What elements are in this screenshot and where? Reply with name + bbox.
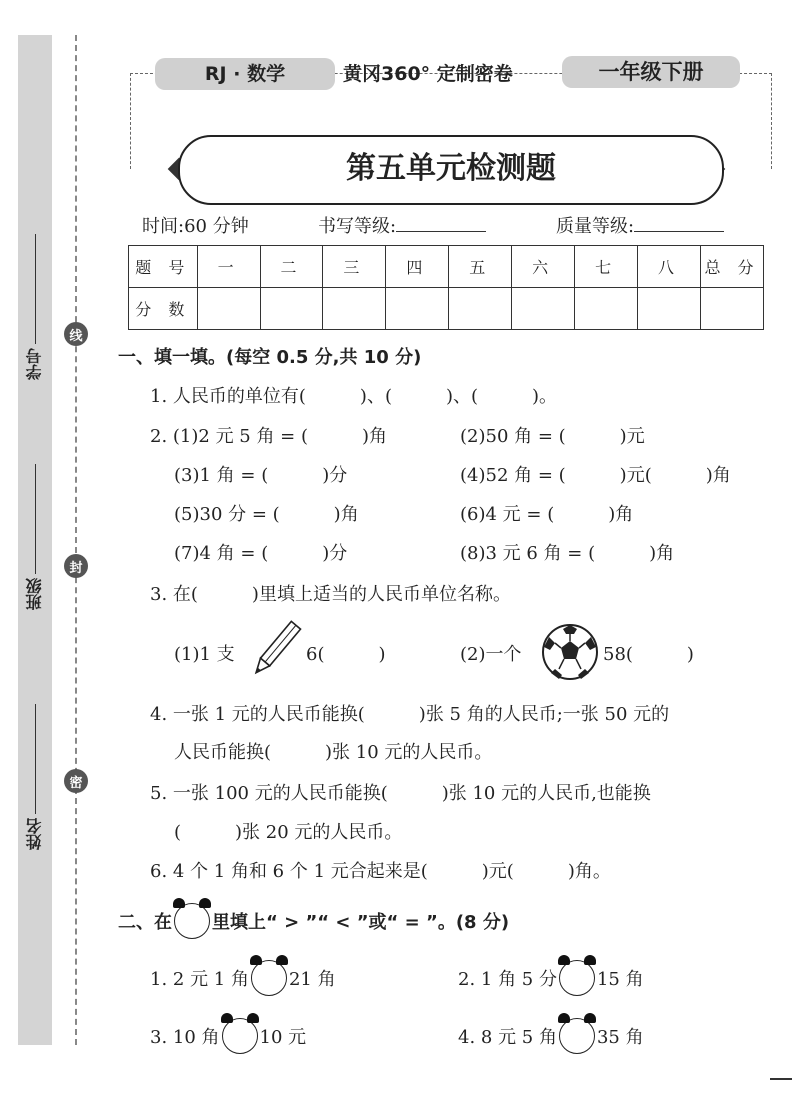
time-info: 时间:60 分钟 xyxy=(142,216,249,237)
score-table xyxy=(128,245,764,330)
q4-line1: 4. 一张 1 元的人民币能换( )张 5 角的人民币;一张 50 元的 xyxy=(150,704,670,725)
answer-circle[interactable] xyxy=(222,1018,258,1054)
table-header-cell: 四 xyxy=(386,246,449,288)
quality-grade-field[interactable] xyxy=(556,212,724,238)
section2-title-suffix: 里填上“ > ”“ < ”或“ = ”。(8 分) xyxy=(212,912,510,933)
q3: 3. 在( )里填上适当的人民币单位名称。 xyxy=(150,584,511,605)
table-row-label: 分 数 xyxy=(129,288,198,330)
compare-item xyxy=(150,960,336,996)
answer-circle[interactable] xyxy=(559,960,595,996)
table-header-cell: 二 xyxy=(260,246,323,288)
table-header-cell: 五 xyxy=(449,246,512,288)
edition-pill: RJ · 数学 xyxy=(155,58,335,90)
q5-line1: 5. 一张 100 元的人民币能换( )张 10 元的人民币,也能换 xyxy=(150,783,651,804)
compare-item xyxy=(458,1018,644,1054)
table-header-cell: 总 分 xyxy=(700,246,763,288)
section2-title-prefix: 二、在 xyxy=(118,912,172,933)
score-cell[interactable] xyxy=(700,288,763,330)
name-line xyxy=(34,704,37,814)
table-header-cell: 六 xyxy=(512,246,575,288)
q2-c: (3)1 角 = ( )分 xyxy=(174,465,348,486)
class-label: 班级 xyxy=(25,578,44,610)
name-field[interactable] xyxy=(22,700,48,850)
seal-seal-mark: 封 xyxy=(64,554,88,578)
brand-text: 黄冈360° 定制密卷 xyxy=(343,63,513,85)
answer-circle[interactable] xyxy=(559,1018,595,1054)
compare-item xyxy=(458,960,644,996)
table-header-label: 题 号 xyxy=(129,246,198,288)
student-no-label: 学号 xyxy=(25,348,44,380)
compare-left: 4. 8 元 5 角 xyxy=(458,1027,557,1048)
score-cell[interactable] xyxy=(449,288,512,330)
writing-grade-field[interactable] xyxy=(318,212,486,238)
soccer-ball-icon xyxy=(541,623,599,681)
q3-a-answer: 6( ) xyxy=(306,644,386,665)
q6: 6. 4 个 1 角和 6 个 1 元合起来是( )元( )角。 xyxy=(150,861,611,882)
bear-circle-icon xyxy=(174,903,210,939)
table-header-cell: 三 xyxy=(323,246,386,288)
cut-line xyxy=(75,35,77,1045)
score-cell[interactable] xyxy=(512,288,575,330)
table-header-cell: 七 xyxy=(575,246,638,288)
table-header-cell: 一 xyxy=(197,246,260,288)
compare-left: 3. 10 角 xyxy=(150,1027,220,1048)
compare-left: 1. 2 元 1 角 xyxy=(150,969,249,990)
q2-h: (8)3 元 6 角 = ( )角 xyxy=(460,543,675,564)
student-no-field[interactable] xyxy=(22,230,48,380)
q3-b-label: (2)一个 xyxy=(460,644,522,665)
q3-a-label: (1)1 支 xyxy=(174,644,235,665)
quality-grade-label: 质量等级: xyxy=(556,216,635,237)
q2-f: (6)4 元 = ( )角 xyxy=(460,504,634,525)
compare-item xyxy=(150,1018,306,1054)
writing-grade-label: 书写等级: xyxy=(318,216,397,237)
score-cell[interactable] xyxy=(323,288,386,330)
q3-b-answer: 58( ) xyxy=(603,644,694,665)
name-label: 姓名 xyxy=(25,818,44,850)
score-cell[interactable] xyxy=(197,288,260,330)
compare-right: 10 元 xyxy=(259,1027,307,1048)
q2-b: (2)50 角 = ( )元 xyxy=(460,426,645,447)
q2-e: (5)30 分 = ( )角 xyxy=(174,504,359,525)
grade-pill: 一年级下册 xyxy=(562,56,740,88)
score-table-score-row xyxy=(129,288,764,330)
compare-right: 15 角 xyxy=(596,969,644,990)
pencil-icon xyxy=(250,616,302,682)
q2-d: (4)52 角 = ( )元( )角 xyxy=(460,465,731,486)
table-header-cell: 八 xyxy=(638,246,701,288)
writing-grade-blank[interactable] xyxy=(396,230,486,232)
score-table-header-row xyxy=(129,246,764,288)
class-line xyxy=(34,464,37,574)
compare-left: 2. 1 角 5 分 xyxy=(458,969,557,990)
score-cell[interactable] xyxy=(260,288,323,330)
q2-g: (7)4 角 = ( )分 xyxy=(174,543,348,564)
seal-secret-mark: 密 xyxy=(64,769,88,793)
answer-circle[interactable] xyxy=(251,960,287,996)
score-cell[interactable] xyxy=(638,288,701,330)
seal-line-mark: 线 xyxy=(64,322,88,346)
score-cell[interactable] xyxy=(386,288,449,330)
page-corner-mark xyxy=(770,1078,792,1080)
q2-a: 2. (1)2 元 5 角 = ( )角 xyxy=(150,426,388,447)
q5-line2: ( )张 20 元的人民币。 xyxy=(174,822,403,843)
q1: 1. 人民币的单位有( )、( )、( )。 xyxy=(150,386,558,407)
score-cell[interactable] xyxy=(575,288,638,330)
student-no-line xyxy=(34,234,37,344)
q4-line2: 人民币能换( )张 10 元的人民币。 xyxy=(174,742,493,763)
section2-title xyxy=(118,903,509,939)
page-title: 第五单元检测题 xyxy=(178,135,724,205)
quality-grade-blank[interactable] xyxy=(634,230,724,232)
compare-right: 21 角 xyxy=(288,969,336,990)
compare-right: 35 角 xyxy=(596,1027,644,1048)
section1-title: 一、填一填。(每空 0.5 分,共 10 分) xyxy=(118,347,422,368)
class-field[interactable] xyxy=(22,460,48,610)
